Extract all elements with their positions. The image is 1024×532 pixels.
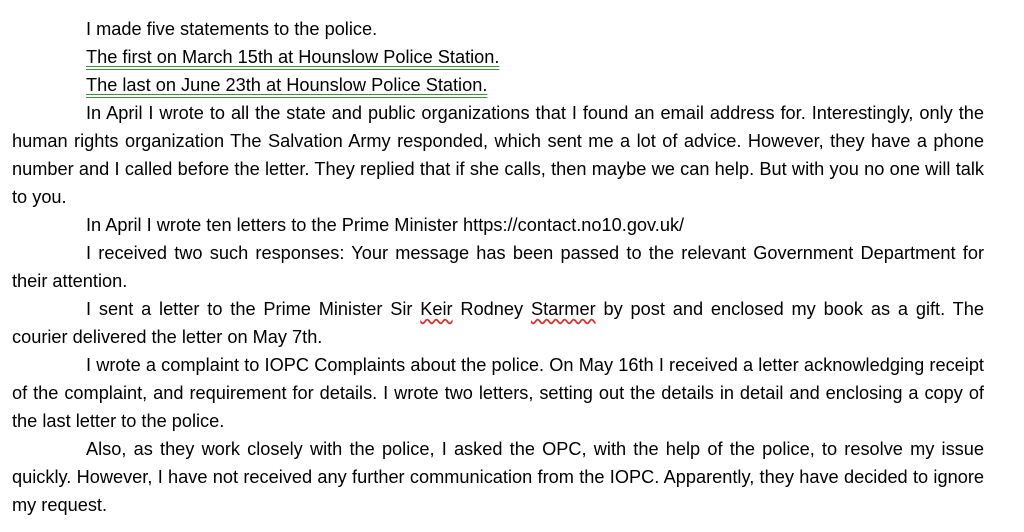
paragraph-first-statement	[12, 43, 984, 71]
paragraph-iopc-complaint: I wrote a complaint to IOPC Complaints about the police. On May 16th I received a letter acknowledging receipt of the complaint, and requirement for details. I wrote two letters, setting out the details in detail and enclosing a copy of the last letter to the police.	[12, 355, 984, 431]
document-body	[12, 15, 984, 519]
text-segment: Rodney	[452, 299, 531, 319]
paragraph-last-statement	[12, 71, 984, 99]
paragraph-ignored-request: Also, as they work closely with the police, I asked the OPC, with the help of the police, to resolve my issue quickly. However, I have not received any further communication from the IOPC. Apparently, they have decided to ignore my request.	[12, 439, 984, 515]
paragraph-april-prime-minister: In April I wrote ten letters to the Prime Minister https://contact.no10.gov.uk/	[86, 215, 685, 235]
paragraph-statements	[12, 15, 984, 43]
paragraph-responses: I received two such responses: Your message has been passed to the relevant Government Department for their attention.	[12, 243, 984, 291]
text-segment: I sent a letter to the Prime Minister Sir	[86, 299, 421, 319]
spellcheck-flagged-word[interactable]: Starmer	[530, 299, 596, 319]
paragraph-letter-by-post	[12, 295, 984, 351]
grammar-flagged-text[interactable]: The last on June 23th at Hounslow Police Station.	[86, 75, 488, 95]
grammar-flagged-text[interactable]: The first on March 15th at Hounslow Police Station.	[86, 47, 500, 67]
paragraph-statements-text: I made five statements to the police.	[86, 19, 378, 39]
spellcheck-flagged-word[interactable]: Keir	[420, 299, 453, 319]
text-segment: by post and enclosed my book as a gift. The courier delivered the letter on May 7th.	[12, 299, 984, 347]
paragraph-april-organizations: In April I wrote to all the state and public organizations that I found an email address for. Interestingly, only the human rights organization The Salvation Army responded, which sent me a lot of advice. However, they have a phone number and I called before the letter. They replied that if she calls, then maybe we can help. But with you no one will talk to you.	[12, 103, 984, 207]
